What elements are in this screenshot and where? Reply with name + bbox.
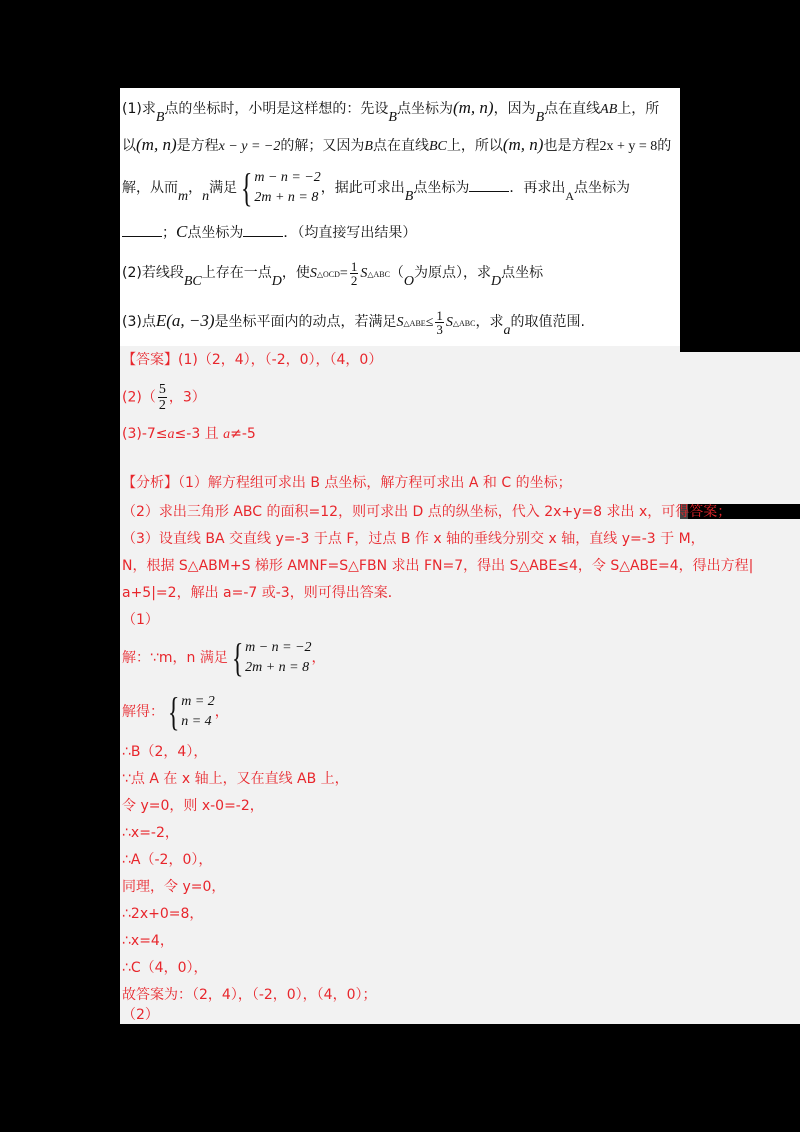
analysis-p3c: a+5|=2，解出 a=-7 或-3，则可得出答案． — [122, 585, 402, 601]
brace-icon: { — [240, 165, 253, 210]
question-part1-line3: 解，从而m，n满足 { m − n = −2 2m + n = 8 ，据此可求出B点坐标为 ．再求出A点坐标为 — [122, 165, 631, 210]
solution-step: ∴B（2，4）， — [122, 744, 208, 760]
black-bar-top-right — [680, 340, 800, 352]
solution-line-b: 解得： { m = 2 n = 4 ， — [122, 689, 229, 734]
question-part2: (2)若线段BC上存在一点D，使S△OCD= $\frac{1}{2}$ S△ABC（O为原点），求D点坐标 — [122, 258, 544, 289]
analysis-p1: 【分析】（1）解方程组可求出 B 点坐标，解方程可求出 A 和 C 的坐标； — [122, 475, 572, 491]
brace-icon: { — [167, 689, 180, 734]
analysis-label: 【分析】 — [122, 475, 178, 491]
solution-step: ∴x=4， — [122, 933, 174, 949]
solution-step: ∵点 A 在 x 轴上，又在直线 AB 上， — [122, 771, 349, 787]
equation-system: { m = 2 n = 4 — [167, 689, 215, 734]
fraction-one-half: $\frac{1}{2}$ — [350, 258, 358, 288]
analysis-p3a: （3）设直线 BA 交直线 y=-3 于点 F，过点 B 作 x 轴的垂线分别交 x 轴，直线 y=-3 于 M， — [122, 531, 705, 547]
fraction-one-third: $\frac{1}{3}$ — [436, 307, 443, 337]
brace-icon: { — [231, 635, 244, 680]
question-part1-line1: (1)求B点的坐标时，小明是这样想的：先设B点坐标为(m, n)，因为B点在直线AB上，所 — [122, 98, 660, 125]
solution-head2: （2） — [122, 1007, 159, 1023]
fraction-five-halves: $\frac{5}{2}$ — [158, 382, 166, 413]
solution-step: ∴A（-2，0）， — [122, 852, 213, 868]
answer-line3: (3)-7≤a≤-3 且 a≠-5 — [122, 426, 256, 442]
answer-label: 【答案】 — [122, 352, 178, 368]
answer-line2: (2)（ $\frac{5}{2}$ ，3） — [122, 382, 206, 413]
analysis-p3b: N，根据 S△ABM+S 梯形 AMNF=S△FBN 求出 FN=7，得出 S△ABE≤4，令 S△ABE=4，得出方程| — [122, 558, 754, 574]
answer-blank-a[interactable] — [122, 222, 162, 237]
equation-system: { m − n = −2 2m + n = 8 — [240, 165, 321, 210]
answer-blank-b[interactable] — [469, 177, 509, 192]
answer-blank-c[interactable] — [243, 222, 283, 237]
equation-system: { m − n = −2 2m + n = 8 — [231, 635, 312, 680]
solution-head1: （1） — [122, 612, 159, 628]
answer-panel — [120, 346, 800, 1024]
analysis-p2: （2）求出三角形 ABC 的面积=12，则可求出 D 点的纵坐标，代入 2x+y=8 求出 x，可得答案； — [122, 504, 732, 520]
solution-step: 同理，令 y=0， — [122, 879, 226, 895]
question-part1-line4: ；C点坐标为 ．（均直接写出结果） — [122, 222, 416, 243]
solution-line-a: 解：∵m，n 满足 { m − n = −2 2m + n = 8 ， — [122, 635, 326, 680]
solution-step: 故答案为：（2，4），（-2，0），（4，0）； — [122, 987, 377, 1003]
solution-step: ∴x=-2， — [122, 825, 179, 841]
solution-step: ∴C（4，0）， — [122, 960, 208, 976]
answer-line1: 【答案】(1)（2，4），（-2，0），（4，0） — [122, 352, 383, 368]
question-part1-line2: 以(m, n)是方程x − y = −2的解；又因为B点在直线BC上，所以(m, n)也是方程2x + y = 8的 — [122, 135, 672, 154]
question-part3: (3)点E(a, −3)是坐标平面内的动点，若满足S△ABE≤ $\frac{1}{3}$ S△ABC，求a的取值范围. — [122, 307, 585, 338]
solution-step: ∴2x+0=8， — [122, 906, 204, 922]
solution-step: 令 y=0，则 x-0=-2， — [122, 798, 264, 814]
